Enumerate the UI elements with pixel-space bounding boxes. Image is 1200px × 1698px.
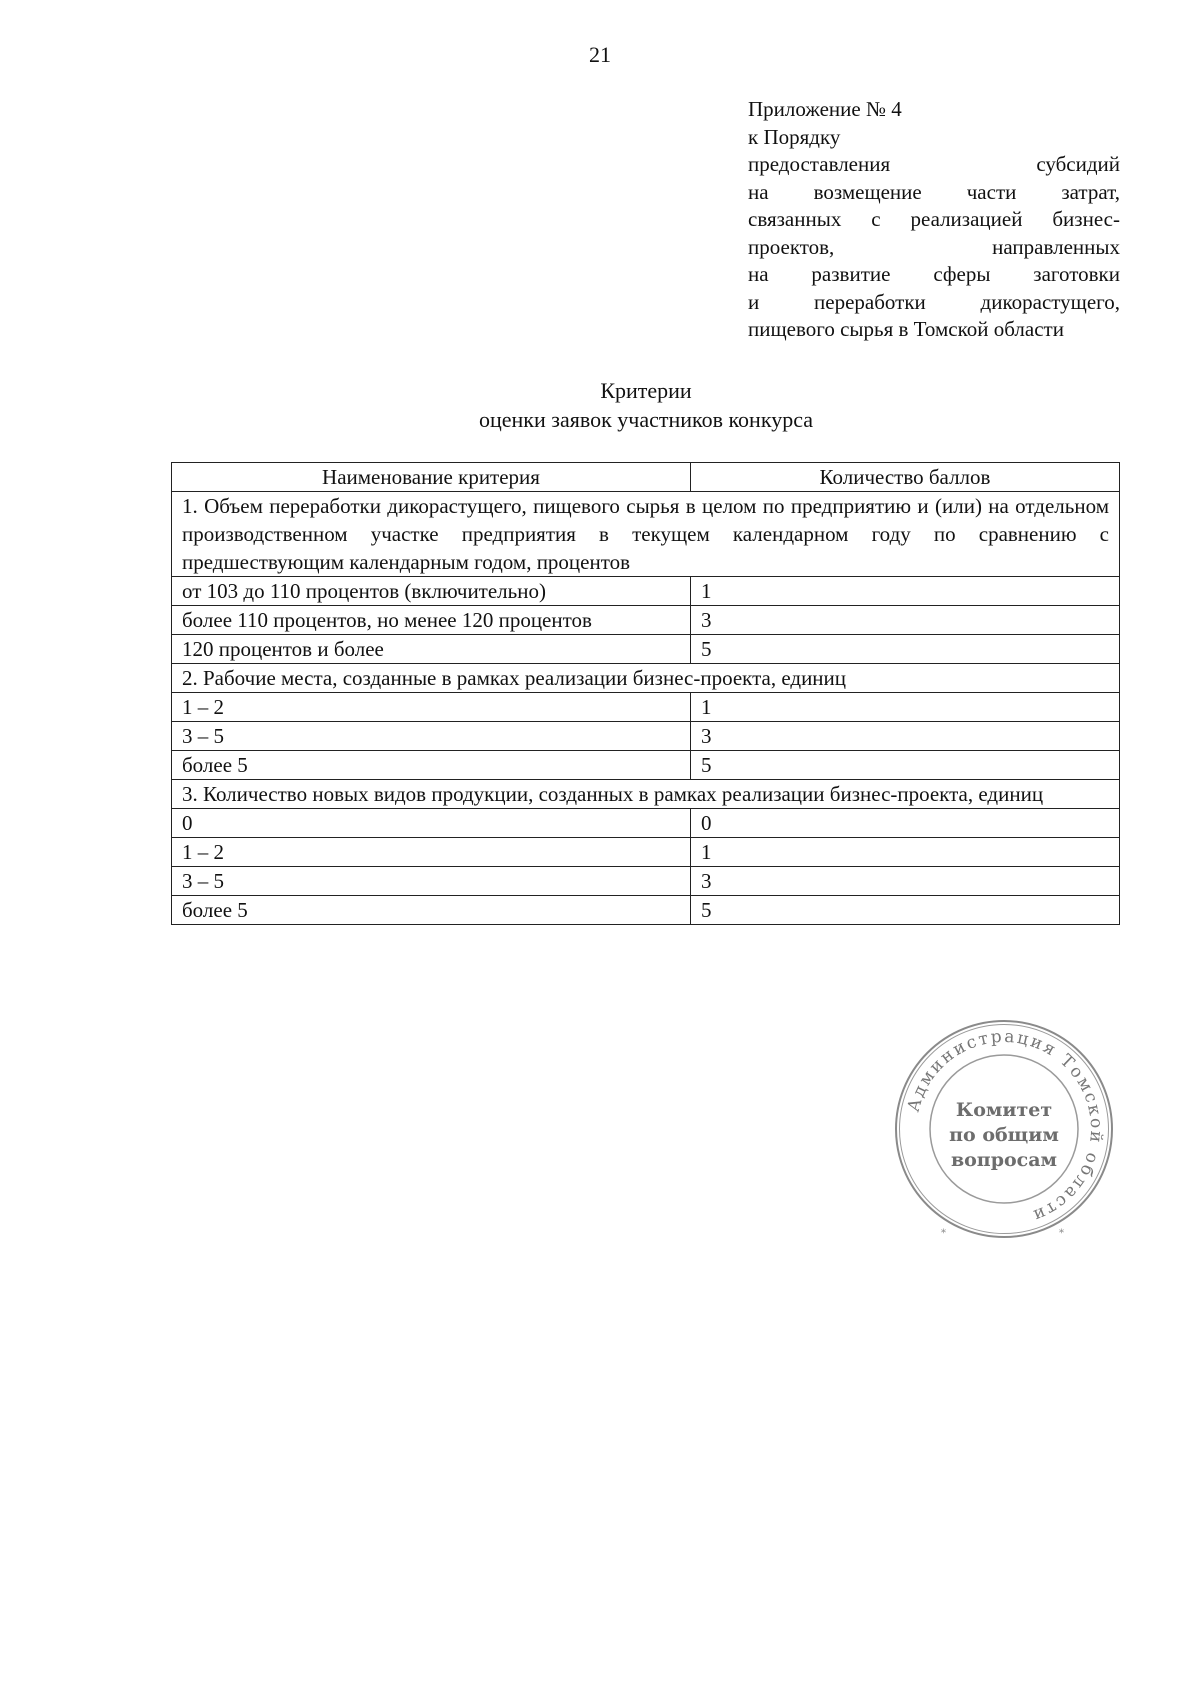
points-cell: 3: [691, 606, 1120, 635]
section-heading-row: [172, 780, 1120, 809]
title-line-1: Критерии: [600, 378, 692, 403]
criterion-cell: 120 процентов и более: [172, 635, 691, 664]
table-row: [172, 606, 1120, 635]
appendix-line: связанных с реализацией бизнес-: [748, 207, 1120, 231]
table-row: [172, 722, 1120, 751]
criteria-table: [171, 462, 1120, 925]
column-header-points: Количество баллов: [691, 463, 1120, 492]
points-cell: 3: [691, 722, 1120, 751]
section-heading-row: [172, 664, 1120, 693]
criterion-cell: 3 – 5: [172, 867, 691, 896]
table-row: [172, 896, 1120, 925]
criterion-cell: более 110 процентов, но менее 120 процентов: [172, 606, 691, 635]
stamp-star-left: *: [941, 1228, 946, 1239]
appendix-block: [748, 96, 1120, 344]
title-line-2: оценки заявок участников конкурса: [478, 407, 813, 432]
table-row: [172, 867, 1120, 896]
official-stamp: [893, 1018, 1115, 1240]
appendix-line: предоставления субсидий: [748, 152, 1120, 176]
appendix-line: и переработки дикорастущего,: [748, 289, 1120, 314]
criterion-cell: более 5: [172, 896, 691, 925]
table-row: [172, 693, 1120, 722]
points-cell: 3: [691, 867, 1120, 896]
section-heading: 2. Рабочие места, созданные в рамках реализации бизнес-проекта, единиц: [172, 664, 1120, 693]
points-cell: 5: [691, 635, 1120, 664]
table-row: [172, 838, 1120, 867]
section-heading-row: [172, 492, 1120, 577]
document-title: [0, 376, 1200, 434]
criterion-cell: 0: [172, 809, 691, 838]
criterion-cell: 1 – 2: [172, 838, 691, 867]
table-row: [172, 809, 1120, 838]
column-header-criterion: Наименование критерия: [172, 463, 691, 492]
stamp-ring-text: Администрация Томской области: [903, 1026, 1107, 1227]
page-number: 21: [589, 42, 611, 67]
appendix-line: Приложение № 4: [748, 97, 902, 121]
criterion-cell: 1 – 2: [172, 693, 691, 722]
appendix-line: к Порядку: [748, 124, 841, 149]
section-heading: 3. Количество новых видов продукции, созданных в рамках реализации бизнес-проекта, единиц: [172, 780, 1120, 809]
appendix-line: проектов, направленных: [748, 234, 1120, 259]
points-cell: 5: [691, 751, 1120, 780]
points-cell: 1: [691, 577, 1120, 606]
criterion-cell: более 5: [172, 751, 691, 780]
table-row: [172, 751, 1120, 780]
points-cell: 1: [691, 838, 1120, 867]
points-cell: 1: [691, 693, 1120, 722]
table-row: [172, 635, 1120, 664]
stamp-star-right: *: [1059, 1228, 1064, 1239]
appendix-line: на развитие сферы заготовки: [748, 262, 1120, 286]
points-cell: 5: [691, 896, 1120, 925]
points-cell: 0: [691, 809, 1120, 838]
table-row: [172, 577, 1120, 606]
stamp-center-line: по общим: [949, 1124, 1059, 1146]
stamp-center-line: Комитет: [955, 1099, 1053, 1121]
criterion-cell: от 103 до 110 процентов (включительно): [172, 577, 691, 606]
criterion-cell: 3 – 5: [172, 722, 691, 751]
appendix-line: пищевого сырья в Томской области: [748, 317, 1064, 341]
appendix-line: на возмещение части затрат,: [748, 179, 1120, 204]
table-header-row: [172, 463, 1120, 492]
section-heading: 1. Объем переработки дикорастущего, пищевого сырья в целом по предприятию и (или) на отдельном производственном участке предприятия в текущем календарном году по сравнению с предшествующим календарным годом, процентов: [172, 492, 1120, 577]
stamp-center-line: вопросам: [950, 1149, 1058, 1171]
